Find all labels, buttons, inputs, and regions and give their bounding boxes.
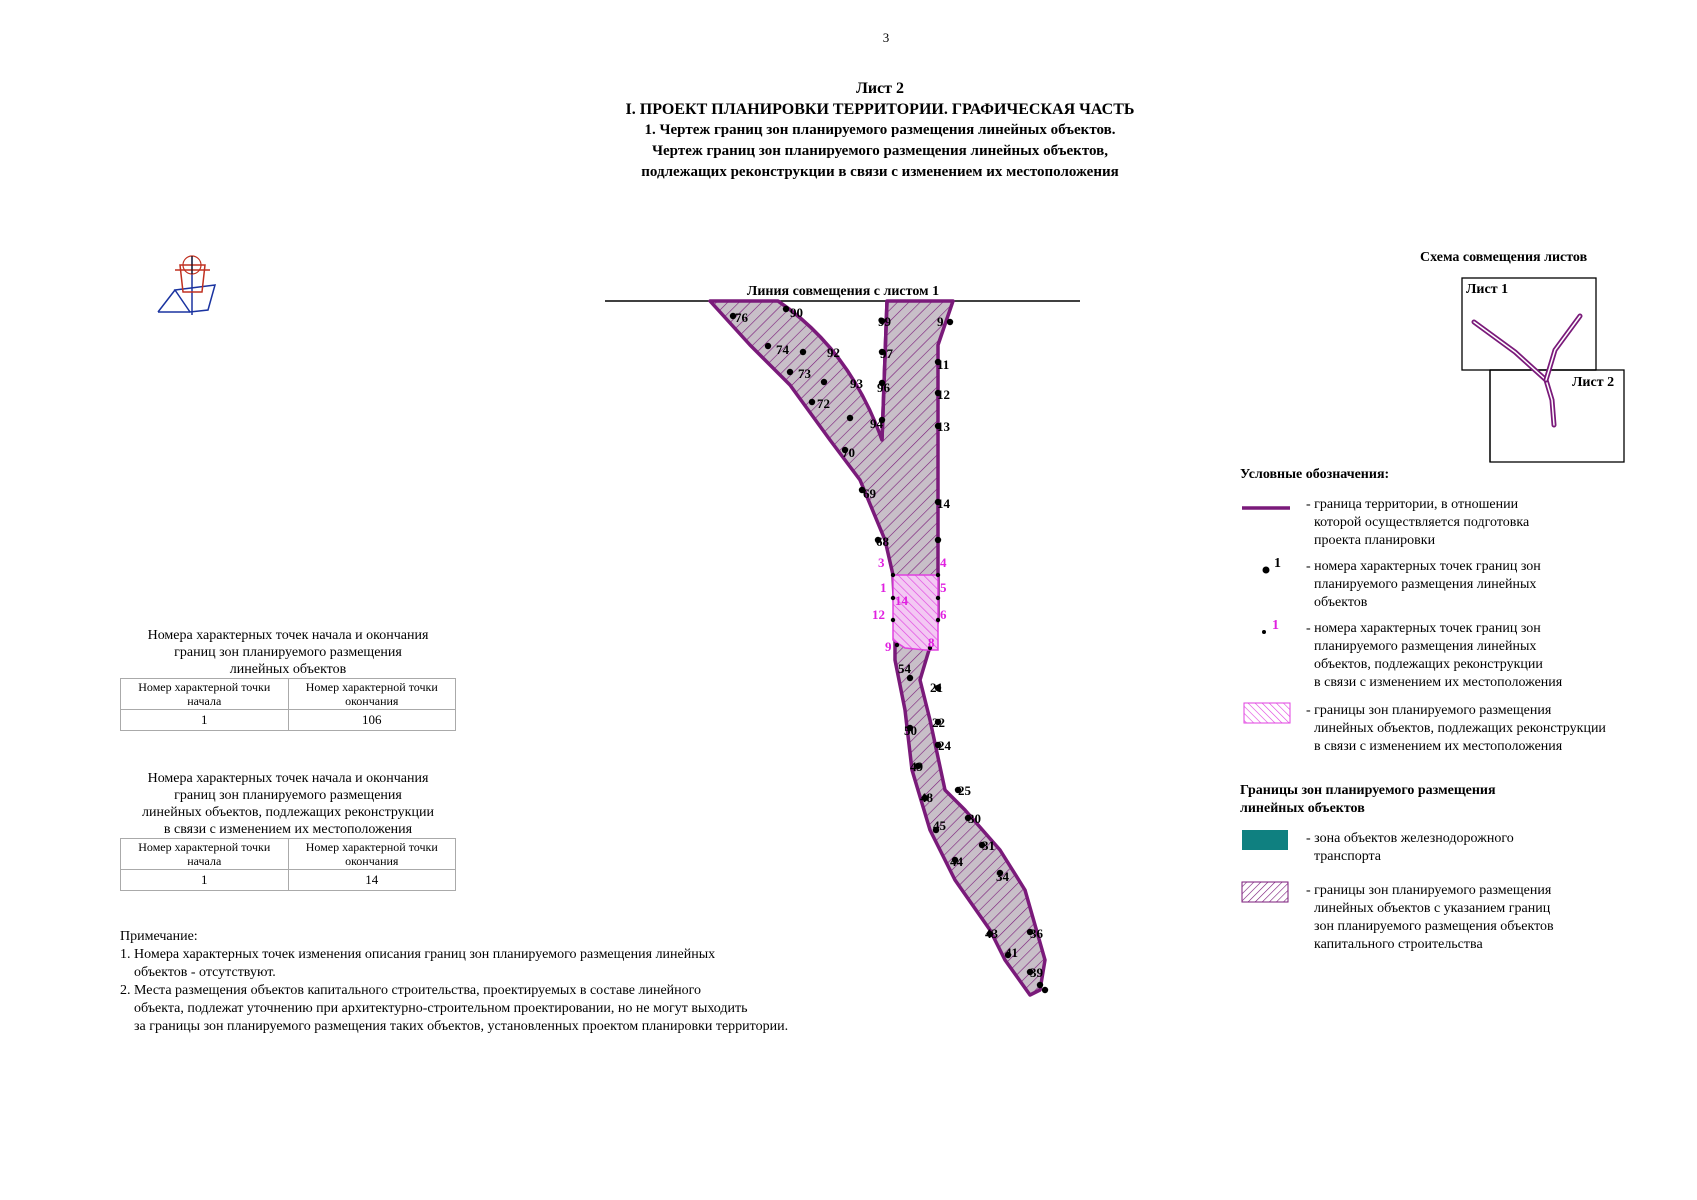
legend-text: - границы зон планируемого размещения: [1306, 703, 1552, 718]
north-arrow-icon: [158, 256, 215, 315]
point-marker: [787, 369, 793, 375]
caption-line: границ зон планируемого размещения: [174, 788, 402, 803]
note-line: за границы зон планируемого размещения таких объектов, установленных проектом планировки территории.: [120, 1019, 789, 1034]
scheme-title: Схема совмещения листов: [1420, 250, 1588, 265]
scheme-sheet1-label: Лист 1: [1466, 282, 1509, 297]
table1-end-value: 106: [288, 710, 456, 731]
planning-zone: [710, 301, 1045, 995]
reconstruction-point-marker: [936, 573, 940, 577]
legend-text: - зона объектов железнодорожного: [1306, 831, 1514, 846]
legend-text: проекта планировки: [1314, 533, 1436, 548]
legend-text: капитального строительства: [1314, 937, 1483, 952]
legend-text: объектов: [1314, 595, 1368, 610]
table2-end-value: 14: [288, 870, 456, 891]
table2-caption: [120, 770, 456, 838]
point-label: 45: [933, 818, 946, 833]
table2: [120, 838, 456, 891]
note-line: объекта, подлежат уточнению при архитектурно-строительном проектировании, но не могут выходить: [120, 1001, 748, 1016]
legend-section-line: Границы зон планируемого размещения: [1240, 783, 1496, 798]
legend-text: - границы зон планируемого размещения: [1306, 883, 1552, 898]
legend-title: Условные обозначения:: [1240, 467, 1390, 482]
legend-section-line: линейных объектов: [1240, 801, 1365, 816]
point-label: 21: [930, 680, 943, 695]
point-marker: [783, 306, 789, 312]
point-label: 9: [885, 639, 892, 654]
point-label: 34: [996, 869, 1009, 884]
point-marker: [800, 349, 806, 355]
legend-reconstruction-point-icon: [1262, 630, 1266, 634]
legend-text: - граница территории, в отношении: [1306, 497, 1519, 512]
point-label: 24: [938, 738, 951, 753]
point-label: 9: [937, 314, 944, 329]
legend-text: транспорта: [1314, 849, 1382, 864]
legend-railway-fill: [1242, 830, 1288, 850]
note-line: 2. Места размещения объектов капитального строительства, проектируемых в составе линейного: [120, 983, 702, 998]
point-marker: [947, 319, 953, 325]
drawing-title-3: подлежащих реконструкции в связи с изменением их местоположения: [641, 164, 1119, 180]
caption-line: Номера характерных точек начала и окончания: [147, 628, 429, 643]
document-title: I. ПРОЕКТ ПЛАНИРОВКИ ТЕРРИТОРИИ. ГРАФИЧЕСКАЯ ЧАСТЬ: [625, 101, 1135, 118]
legend-symbols: [1242, 508, 1290, 902]
point-label: 49: [910, 759, 923, 774]
page-number: 3: [882, 30, 890, 45]
note-line: 1. Номера характерных точек изменения описания границ зон планируемого размещения линейных: [120, 947, 716, 962]
point-label: 50: [904, 723, 917, 738]
point-label: 94: [870, 416, 883, 431]
joint-line-label: Линия совмещения с листом 1: [746, 284, 940, 299]
point-marker: [821, 379, 827, 385]
point-label: 14: [937, 496, 950, 511]
point-label: 90: [790, 305, 803, 320]
table2-header-end: Номер характерной точки окончания: [288, 839, 456, 870]
point-label: 3: [878, 555, 885, 570]
sheet-title: Лист 2: [855, 80, 905, 97]
point-label: 30: [968, 811, 981, 826]
reconstruction-point-marker: [936, 596, 940, 600]
reconstruction-point-marker: [891, 573, 895, 577]
legend-text: планируемого размещения линейных: [1314, 639, 1537, 654]
legend-text: объектов, подлежащих реконструкции: [1314, 657, 1543, 672]
table1-block: [120, 627, 456, 731]
point-label: 99: [878, 314, 891, 329]
legend-text: линейных объектов, подлежащих реконструкции: [1314, 721, 1606, 736]
point-marker: [765, 343, 771, 349]
point-label: 68: [876, 534, 889, 549]
point-label: 1: [880, 580, 887, 595]
legend-text: в связи с изменением их местоположения: [1314, 675, 1563, 690]
point-label: 72: [817, 396, 830, 411]
point-label: 13: [937, 419, 950, 434]
point-label: 12: [937, 387, 950, 402]
point-marker: [1042, 987, 1048, 993]
point-label: 39: [1030, 965, 1043, 980]
point-marker: [809, 399, 815, 405]
point-marker: [847, 415, 853, 421]
point-label: 4: [940, 555, 947, 570]
scheme-sheet2-label: Лист 2: [1572, 375, 1615, 390]
point-label: 73: [798, 366, 811, 381]
table2-block: [120, 770, 456, 891]
point-label: 36: [1030, 926, 1043, 941]
table2-header-start: Номер характерной точки начала: [121, 839, 289, 870]
legend-zone-hatch: [1242, 882, 1288, 902]
point-label: 41: [1005, 945, 1018, 960]
point-label: 11: [937, 357, 950, 372]
point-label: 12: [872, 607, 885, 622]
point-label: 22: [932, 715, 945, 730]
point-label: 76: [735, 310, 748, 325]
point-label: 54: [898, 661, 911, 676]
legend-text: - номера характерных точек границ зон: [1306, 559, 1541, 574]
legend-text: линейных объектов с указанием границ: [1314, 901, 1551, 916]
reconstruction-point-marker: [895, 643, 899, 647]
sheet-scheme: [1462, 278, 1624, 462]
caption-line: линейных объектов, подлежащих реконструкции: [142, 805, 434, 820]
point-label: 14: [895, 593, 908, 608]
point-label: 74: [776, 342, 789, 357]
point-label: 69: [863, 486, 876, 501]
point-label: 25: [958, 783, 971, 798]
legend-point-icon: [1263, 567, 1270, 574]
legend-text: которой осуществляется подготовка: [1314, 515, 1530, 530]
drawing-title-1: 1. Чертеж границ зон планируемого размещения линейных объектов.: [644, 122, 1116, 138]
point-label: 92: [827, 345, 840, 360]
point-label: 43: [985, 926, 998, 941]
legend-reconstruction-hatch: [1244, 703, 1290, 723]
caption-line: границ зон планируемого размещения: [174, 645, 402, 660]
notes-heading: Примечание:: [120, 929, 198, 944]
point-label: 44: [950, 854, 963, 869]
table2-start-value: 1: [121, 870, 289, 891]
drawing-title-2: Чертеж границ зон планируемого размещения линейных объектов,: [652, 143, 1108, 159]
point-label: 8: [928, 635, 935, 650]
legend-text: зон планируемого размещения объектов: [1314, 919, 1554, 934]
caption-line: в связи с изменением их местоположения: [163, 822, 413, 837]
point-marker: [935, 537, 941, 543]
legend-text: планируемого размещения линейных: [1314, 577, 1537, 592]
table1-start-value: 1: [121, 710, 289, 731]
point-label: 48: [920, 790, 933, 805]
reconstruction-point-marker: [891, 618, 895, 622]
table1: [120, 678, 456, 731]
legend-section2-title: [1240, 782, 1496, 818]
point-label: 5: [940, 580, 947, 595]
point-label: 70: [842, 445, 855, 460]
legend-reconstruction-number: 1: [1272, 618, 1279, 633]
point-marker: [1037, 982, 1043, 988]
notes: [120, 928, 920, 1036]
legend-text: - номера характерных точек границ зон: [1306, 621, 1541, 636]
table1-header-end: Номер характерной точки окончания: [288, 679, 456, 710]
table1-caption: [120, 627, 456, 678]
point-label: 97: [880, 346, 893, 361]
point-label: 96: [877, 380, 890, 395]
caption-line: линейных объектов: [229, 662, 347, 677]
caption-line: Номера характерных точек начала и окончания: [147, 771, 429, 786]
point-label: 6: [940, 607, 947, 622]
table1-header-start: Номер характерной точки начала: [121, 679, 289, 710]
legend-point-number: 1: [1274, 556, 1281, 571]
legend-text: в связи с изменением их местоположения: [1314, 739, 1563, 754]
note-line: объектов - отсутствуют.: [120, 965, 276, 980]
point-label: 31: [982, 838, 995, 853]
point-label: 93: [850, 376, 863, 391]
